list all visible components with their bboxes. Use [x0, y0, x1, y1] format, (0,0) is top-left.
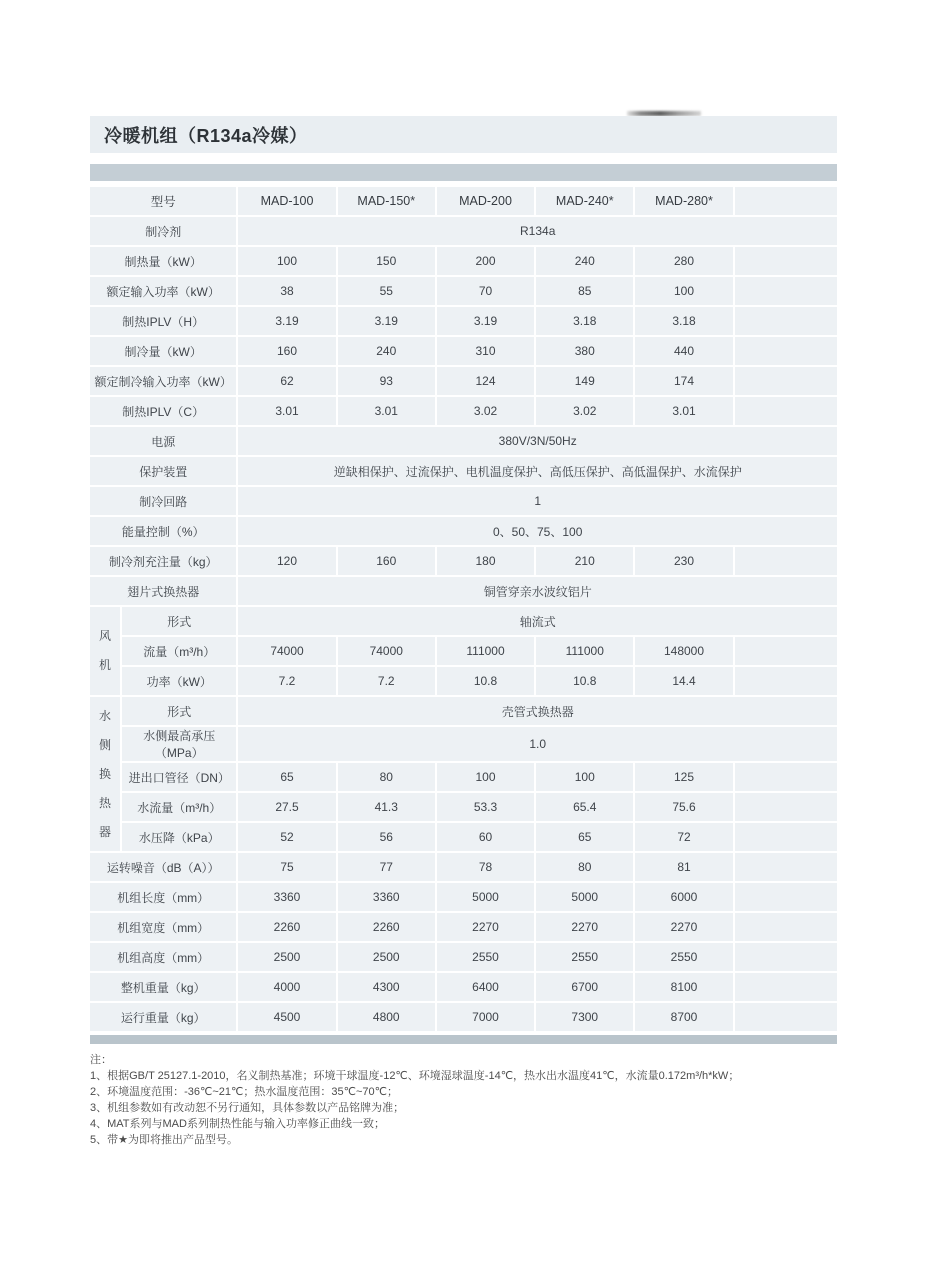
value-cell: 81 — [635, 853, 732, 881]
table-row — [90, 487, 837, 515]
empty-cell — [735, 247, 837, 275]
row-label: 制热IPLV（H） — [90, 307, 236, 335]
value-cell: 62 — [238, 367, 335, 395]
empty-cell — [735, 547, 837, 575]
note-item: 4、MAT系列与MAD系列制热性能与输入功率修正曲线一致； — [90, 1118, 385, 1130]
value-cell: 75.6 — [635, 793, 732, 821]
value-cell: 8700 — [635, 1003, 732, 1031]
note-item: 3、机组参数如有改动恕不另行通知，具体参数以产品铭牌为准； — [90, 1102, 405, 1114]
note-item: 1、根据GB/T 25127.1-2010，名义制热基准；环境干球温度-12℃、环境湿球温度-14℃，热水出水温度41℃，水流量0.172m³/h*kW； — [90, 1070, 740, 1082]
table-header-row — [90, 187, 837, 215]
bottom-divider-band — [90, 1035, 837, 1044]
merged-value: 轴流式 — [238, 607, 837, 635]
value-cell: 100 — [536, 763, 633, 791]
value-cell: 41.3 — [338, 793, 435, 821]
value-cell: 100 — [635, 277, 732, 305]
value-cell: 55 — [338, 277, 435, 305]
row-label: 制冷剂 — [90, 217, 236, 245]
note-item: 2、环境温度范围：-36℃~21℃；热水温度范围：35℃~70℃； — [90, 1086, 398, 1098]
value-cell: 180 — [437, 547, 534, 575]
section-title-bar — [90, 116, 837, 153]
merged-value: R134a — [238, 217, 837, 245]
table-row — [90, 577, 837, 605]
value-cell: 85 — [536, 277, 633, 305]
value-cell: 5000 — [437, 883, 534, 911]
value-cell: 210 — [536, 547, 633, 575]
value-cell: 3.18 — [536, 307, 633, 335]
value-cell: 148000 — [635, 637, 732, 665]
value-cell: 7.2 — [338, 667, 435, 695]
value-cell: 160 — [238, 337, 335, 365]
table-row — [90, 913, 837, 941]
value-cell: 230 — [635, 547, 732, 575]
model-header: MAD-240* — [536, 187, 633, 215]
row-label: 翅片式换热器 — [90, 577, 236, 605]
value-cell: 3.02 — [536, 397, 633, 425]
group-label-fan: 风机 — [90, 607, 120, 695]
empty-cell — [735, 973, 837, 1001]
merged-value: 0、50、75、100 — [238, 517, 837, 545]
value-cell: 2270 — [635, 913, 732, 941]
value-cell: 380 — [536, 337, 633, 365]
table-row — [90, 823, 837, 851]
empty-cell — [735, 793, 837, 821]
row-label: 形式 — [122, 607, 236, 635]
table-row — [90, 427, 837, 455]
row-label: 流量（m³/h） — [122, 637, 236, 665]
model-header: MAD-200 — [437, 187, 534, 215]
value-cell: 4300 — [338, 973, 435, 1001]
notes-section — [90, 1052, 837, 1148]
empty-cell — [735, 367, 837, 395]
value-cell: 93 — [338, 367, 435, 395]
empty-cell — [735, 337, 837, 365]
model-header: MAD-100 — [238, 187, 335, 215]
row-label: 制冷量（kW） — [90, 337, 236, 365]
row-label: 保护装置 — [90, 457, 236, 485]
value-cell: 78 — [437, 853, 534, 881]
top-divider-band — [90, 164, 837, 181]
table-row — [90, 727, 837, 761]
value-cell: 160 — [338, 547, 435, 575]
table-row — [90, 667, 837, 695]
note-item: 5、带★为即将推出产品型号。 — [90, 1134, 238, 1146]
row-label: 水流量（m³/h） — [122, 793, 236, 821]
table-row — [90, 637, 837, 665]
merged-value: 380V/3N/50Hz — [238, 427, 837, 455]
empty-cell — [735, 1003, 837, 1031]
row-label: 机组高度（mm） — [90, 943, 236, 971]
merged-value: 1 — [238, 487, 837, 515]
value-cell: 440 — [635, 337, 732, 365]
empty-cell — [735, 307, 837, 335]
table-row — [90, 277, 837, 305]
row-label: 进出口管径（DN） — [122, 763, 236, 791]
value-cell: 75 — [238, 853, 335, 881]
table-row — [90, 697, 837, 725]
empty-cell — [735, 187, 837, 215]
value-cell: 7000 — [437, 1003, 534, 1031]
table-row — [90, 367, 837, 395]
table-row — [90, 457, 837, 485]
row-label: 运行重量（kg） — [90, 1003, 236, 1031]
empty-cell — [735, 913, 837, 941]
value-cell: 100 — [437, 763, 534, 791]
value-cell: 6000 — [635, 883, 732, 911]
value-cell: 174 — [635, 367, 732, 395]
row-label: 额定输入功率（kW） — [90, 277, 236, 305]
value-cell: 3.19 — [338, 307, 435, 335]
value-cell: 2500 — [238, 943, 335, 971]
empty-cell — [735, 637, 837, 665]
row-label: 运转噪音（dB（A）） — [90, 853, 236, 881]
model-header: MAD-150* — [338, 187, 435, 215]
value-cell: 3.19 — [238, 307, 335, 335]
table-row — [90, 307, 837, 335]
table-row — [90, 337, 837, 365]
table-row — [90, 397, 837, 425]
value-cell: 125 — [635, 763, 732, 791]
value-cell: 52 — [238, 823, 335, 851]
value-cell: 2550 — [635, 943, 732, 971]
value-cell: 240 — [338, 337, 435, 365]
spec-table — [88, 185, 839, 1033]
value-cell: 2550 — [437, 943, 534, 971]
page-title: 冷暖机组（R134a冷媒） — [104, 125, 308, 146]
row-label: 机组宽度（mm） — [90, 913, 236, 941]
value-cell: 74000 — [238, 637, 335, 665]
row-label: 水侧最高承压（MPa） — [122, 727, 236, 761]
table-row — [90, 1003, 837, 1031]
value-cell: 3.01 — [635, 397, 732, 425]
value-cell: 240 — [536, 247, 633, 275]
row-label: 电源 — [90, 427, 236, 455]
group-label-water-hx: 水侧换热器 — [90, 697, 120, 851]
row-label: 制冷剂充注量（kg） — [90, 547, 236, 575]
empty-cell — [735, 883, 837, 911]
empty-cell — [735, 277, 837, 305]
table-row — [90, 517, 837, 545]
row-label: 功率（kW） — [122, 667, 236, 695]
value-cell: 3.01 — [338, 397, 435, 425]
table-row — [90, 943, 837, 971]
value-cell: 149 — [536, 367, 633, 395]
value-cell: 65 — [238, 763, 335, 791]
value-cell: 60 — [437, 823, 534, 851]
row-label: 制热IPLV（C） — [90, 397, 236, 425]
value-cell: 280 — [635, 247, 732, 275]
value-cell: 3.01 — [238, 397, 335, 425]
value-cell: 8100 — [635, 973, 732, 1001]
row-label: 额定制冷输入功率（kW） — [90, 367, 236, 395]
empty-cell — [735, 823, 837, 851]
table-row — [90, 763, 837, 791]
row-label: 整机重量（kg） — [90, 973, 236, 1001]
value-cell: 6400 — [437, 973, 534, 1001]
value-cell: 200 — [437, 247, 534, 275]
value-cell: 4800 — [338, 1003, 435, 1031]
value-cell: 65 — [536, 823, 633, 851]
value-cell: 3.19 — [437, 307, 534, 335]
value-cell: 2260 — [238, 913, 335, 941]
value-cell: 111000 — [536, 637, 633, 665]
value-cell: 53.3 — [437, 793, 534, 821]
value-cell: 2550 — [536, 943, 633, 971]
value-cell: 2270 — [536, 913, 633, 941]
table-row — [90, 607, 837, 635]
value-cell: 10.8 — [437, 667, 534, 695]
merged-value: 1.0 — [238, 727, 837, 761]
value-cell: 10.8 — [536, 667, 633, 695]
value-cell: 4000 — [238, 973, 335, 1001]
table-row — [90, 973, 837, 1001]
empty-cell — [735, 943, 837, 971]
value-cell: 65.4 — [536, 793, 633, 821]
row-label: 形式 — [122, 697, 236, 725]
value-cell: 124 — [437, 367, 534, 395]
value-cell: 2260 — [338, 913, 435, 941]
empty-cell — [735, 667, 837, 695]
value-cell: 3.02 — [437, 397, 534, 425]
row-label: 能量控制（%） — [90, 517, 236, 545]
table-row — [90, 853, 837, 881]
merged-value: 逆缺相保护、过流保护、电机温度保护、高低压保护、高低温保护、水流保护 — [238, 457, 837, 485]
value-cell: 14.4 — [635, 667, 732, 695]
value-cell: 5000 — [536, 883, 633, 911]
table-row — [90, 547, 837, 575]
row-label: 水压降（kPa） — [122, 823, 236, 851]
header-label: 型号 — [90, 187, 236, 215]
model-header: MAD-280* — [635, 187, 732, 215]
value-cell: 77 — [338, 853, 435, 881]
merged-value: 铜管穿亲水波纹铝片 — [238, 577, 837, 605]
table-row — [90, 793, 837, 821]
table-row — [90, 217, 837, 245]
content-area — [90, 116, 837, 1148]
value-cell: 72 — [635, 823, 732, 851]
empty-cell — [735, 763, 837, 791]
row-label: 机组长度（mm） — [90, 883, 236, 911]
value-cell: 27.5 — [238, 793, 335, 821]
value-cell: 310 — [437, 337, 534, 365]
empty-cell — [735, 853, 837, 881]
value-cell: 7.2 — [238, 667, 335, 695]
value-cell: 6700 — [536, 973, 633, 1001]
empty-cell — [735, 397, 837, 425]
notes-heading: 注： — [90, 1054, 112, 1066]
value-cell: 38 — [238, 277, 335, 305]
value-cell: 80 — [536, 853, 633, 881]
value-cell: 100 — [238, 247, 335, 275]
value-cell: 3360 — [338, 883, 435, 911]
value-cell: 7300 — [536, 1003, 633, 1031]
value-cell: 2270 — [437, 913, 534, 941]
merged-value: 壳管式换热器 — [238, 697, 837, 725]
value-cell: 80 — [338, 763, 435, 791]
value-cell: 3.18 — [635, 307, 732, 335]
value-cell: 120 — [238, 547, 335, 575]
value-cell: 150 — [338, 247, 435, 275]
value-cell: 74000 — [338, 637, 435, 665]
value-cell: 56 — [338, 823, 435, 851]
row-label: 制热量（kW） — [90, 247, 236, 275]
row-label: 制冷回路 — [90, 487, 236, 515]
value-cell: 111000 — [437, 637, 534, 665]
table-row — [90, 247, 837, 275]
value-cell: 3360 — [238, 883, 335, 911]
value-cell: 70 — [437, 277, 534, 305]
table-row — [90, 883, 837, 911]
value-cell: 4500 — [238, 1003, 335, 1031]
value-cell: 2500 — [338, 943, 435, 971]
